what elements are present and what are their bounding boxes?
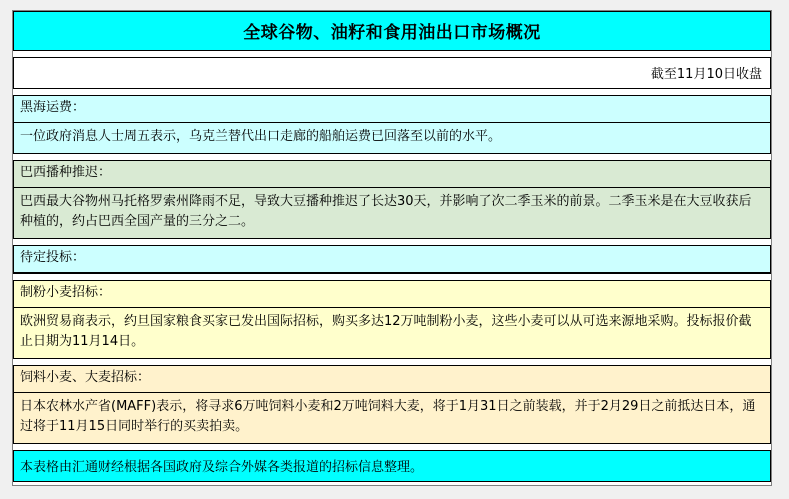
section-header: 待定投标： — [14, 246, 770, 273]
section-pending-tenders — [13, 245, 771, 274]
section-body: 巴西最大谷物州马托格罗索州降雨不足，导致大豆播种推迟了长达30天，并影响了次二季玉米的前景。二季玉米是在大豆收获后种植的，约占巴西全国产量的三分之二。 — [14, 188, 770, 238]
section-brazil-planting-delay — [13, 160, 771, 239]
section-header: 饲料小麦、大麦招标： — [14, 366, 770, 393]
section-body: 一位政府消息人士周五表示，乌克兰替代出口走廊的船舶运费已回落至以前的水平。 — [14, 123, 770, 153]
date-line: 截至11月10日收盘 — [13, 57, 771, 89]
section-header: 黑海运费： — [14, 96, 770, 123]
section-header: 制粉小麦招标： — [14, 281, 770, 308]
page-title: 全球谷物、油籽和食用油出口市场概况 — [13, 11, 771, 51]
section-feed-wheat-barley-tender — [13, 365, 771, 444]
section-body: 日本农林水产省(MAFF)表示，将寻求6万吨饲料小麦和2万吨饲料大麦，将于1月31日之前装载，并于2月29日之前抵达日本，通过将于11月15日同时举行的买卖拍卖。 — [14, 393, 770, 443]
section-body: 欧洲贸易商表示，约旦国家粮食买家已发出国际招标，购买多达12万吨制粉小麦，这些小麦可以从可选来源地采购。投标报价截止日期为11月14日。 — [14, 308, 770, 358]
spreadsheet-sheet — [12, 10, 772, 486]
section-black-sea-freight — [13, 95, 771, 154]
section-milling-wheat-tender — [13, 280, 771, 359]
footer-note: 本表格由汇通财经根据各国政府及综合外媒各类报道的招标信息整理。 — [13, 450, 771, 482]
section-header: 巴西播种推迟： — [14, 161, 770, 188]
